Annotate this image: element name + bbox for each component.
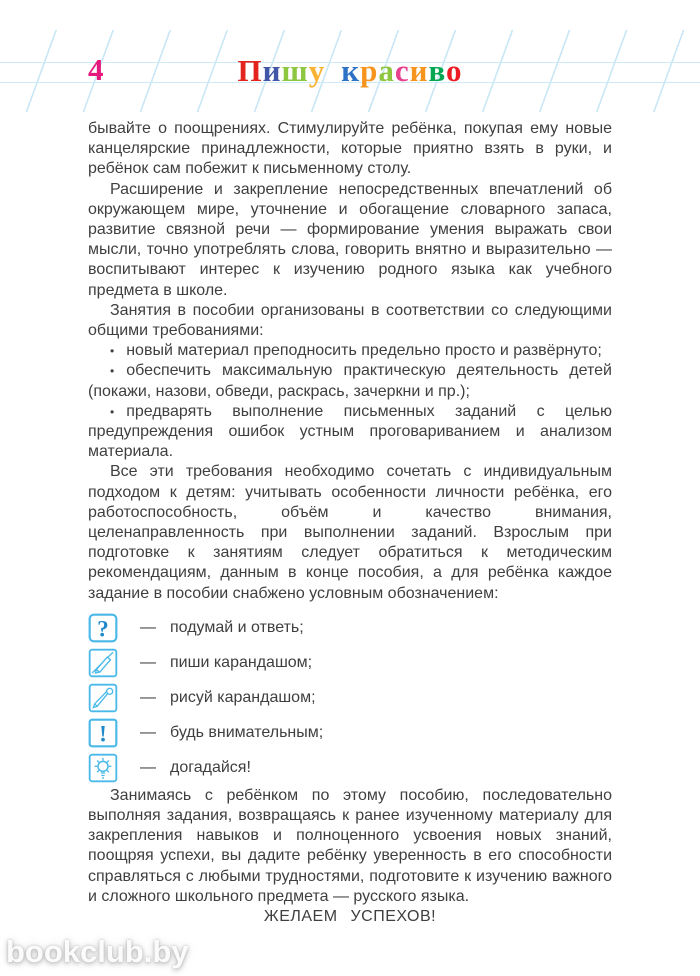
legend-dash: —: [140, 689, 156, 707]
title-letter: и: [409, 53, 429, 88]
bullet-dot: •: [110, 344, 115, 359]
closing-line: ЖЕЛАЕМ УСПЕХОВ!: [263, 908, 437, 926]
title-letter: о: [445, 53, 463, 88]
bullet-item: [88, 361, 612, 401]
title-letter: П: [237, 53, 263, 88]
question-icon: [88, 613, 118, 643]
legend-dash: —: [140, 619, 156, 637]
title-letter: и: [262, 53, 282, 88]
bullet-dot: •: [110, 364, 115, 379]
draw-pencil-icon: [88, 683, 118, 713]
legend-label: подумай и ответь;: [170, 619, 304, 637]
watermark: bookclub.by: [6, 934, 189, 969]
exclamation-icon: [88, 718, 118, 748]
title-letter: к: [341, 53, 361, 88]
title-letter: в: [428, 53, 446, 88]
legend-item: [88, 611, 612, 646]
bullet-item: [88, 402, 612, 463]
svg-text:!: !: [99, 721, 107, 748]
legend-item: [88, 751, 612, 786]
page-content: [88, 119, 612, 927]
title-letter: а: [378, 53, 395, 88]
page-number: 4: [88, 52, 104, 87]
legend-label: будь внимательным;: [170, 724, 324, 742]
bullet-text: предварять выполнение письменных заданий с целью предупреждения ошибок устным проговариванием и анализом материала.: [88, 402, 612, 461]
title-letter: ш: [281, 53, 309, 88]
bullet-item: [88, 341, 612, 361]
page-header: [0, 30, 700, 112]
paragraph: Все эти требования необходимо сочетать с индивидуальным подходом к детям: учитывать особенности личности ребёнка, его работоспособность, объём и качество внимания, целенаправленность при выполнении заданий. Взрослым при подготовке к занятиям следует обратиться к методическим рекомендациям, данным в конце пособия, а для ребёнка каждое задание в пособии снабжено условным обозначением:: [88, 463, 612, 602]
legend-label: догадайся!: [170, 759, 251, 777]
bullet-text: новый материал преподносить предельно просто и развёрнуто;: [126, 342, 602, 360]
lightbulb-icon: [88, 753, 118, 783]
paragraph: Занимаясь с ребёнком по этому пособию, последовательно выполняя задания, возвращаясь к ранее изученному материалу для закрепления навыков и полноценного усвоения новых знаний, поощряя успехи, вы дадите ребёнку уверенность в его способности справляться с любыми трудностями, подготовите к изучению важного и сложного школьного предмета — русского языка.: [88, 786, 612, 905]
legend-item: [88, 716, 612, 751]
legend-list: [88, 611, 612, 786]
paragraph: Расширение и закрепление непосредственных впечатлений об окружающем мире, уточнение и обогащение словарного запаса, развитие связной речи — формирование умения выражать свои мысли, точно употреблять слова, говорить внятно и выразительно — воспитывают интерес к изучению родного языка как учебного предмета в школе.: [88, 180, 612, 299]
page-title: [0, 52, 700, 88]
title-letter: с: [394, 53, 410, 88]
title-letter: р: [360, 53, 379, 88]
title-letter: у: [308, 53, 326, 88]
legend-label: рисуй карандашом;: [170, 689, 316, 707]
legend-dash: —: [140, 724, 156, 742]
legend-dash: —: [140, 654, 156, 672]
bullet-text: обеспечить максимальную практическую деятельность детей (покажи, назови, обведи, раскрась, зачеркни и пр.);: [88, 362, 612, 400]
bullet-dot: •: [110, 404, 115, 419]
legend-item: [88, 681, 612, 716]
legend-dash: —: [140, 759, 156, 777]
write-pencil-icon: [88, 648, 118, 678]
paragraph: бывайте о поощрениях. Стимулируйте ребёнка, покупая ему новые канцелярские принадлежности, которые приятно взять в руки, и ребёнок сам побежит к письменному столу.: [88, 120, 612, 178]
legend-item: [88, 646, 612, 681]
legend-label: пиши карандашом;: [170, 654, 313, 672]
svg-text:?: ?: [97, 616, 109, 643]
paragraph: Занятия в пособии организованы в соответствии со следующими общими требованиями:: [88, 301, 612, 340]
